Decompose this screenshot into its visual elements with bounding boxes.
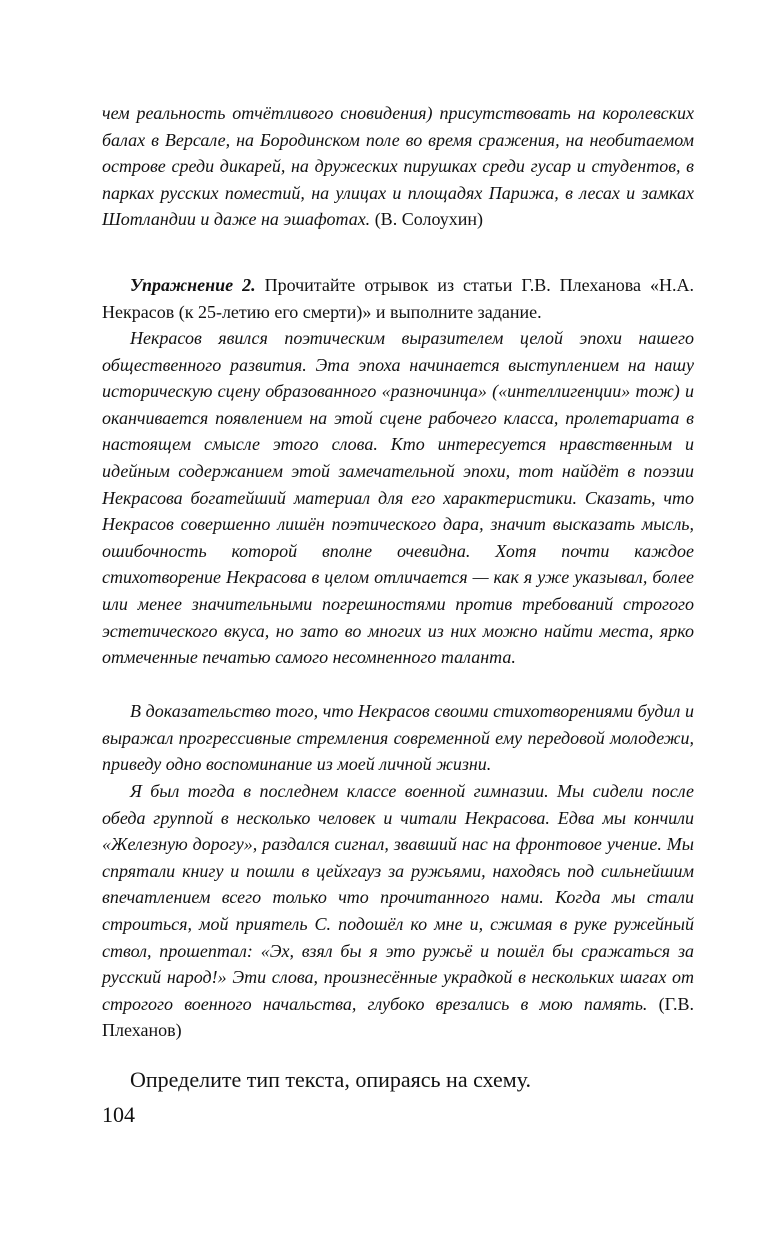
paragraph-soloukhin — [102, 100, 694, 233]
exercise-heading — [102, 272, 694, 325]
paragraph-evidence: В доказательство того, что Некрасов своими стихотворениями будил и выражал прогрессивные стремления современной ему передовой молодежи, приведу одно воспоминание из моей личной жизни. — [102, 701, 694, 775]
paragraph-soloukhin-text: чем реальность отчётливого сновидения) присутствовать на королевских балах в Версале, на Бородинском поле во время сражения, на необитаемом острове среди дикарей, на дружеских пирушках среди гусар и студентов, в парках русских поместий, на улицах и площадях Парижа, в лесах и замках Шотландии и даже на эшафотах. — [102, 103, 694, 230]
exercise-label: Упражнение 2. — [130, 275, 256, 295]
source-soloukhin: (В. Солоухин) — [374, 209, 484, 230]
task-instruction: Определите тип текста, опираясь на схему. — [130, 1067, 531, 1092]
exercise-instruction: Прочитайте отрывок из статьи Г.В. Плеханова «Н.А. Некрасов (к 25-летию его смерти)» и выполните задание. — [102, 275, 694, 322]
paragraph-nekrasov-poet: Некрасов явился поэтическим выразителем целой эпохи нашего общественного развития. Эта эпоха начинается выступлением на нашу историческую сцену образованного «разночинца» («интеллигенции» тож) и оканчивается появлением на этой сцене рабочего класса, пролетариата в настоящем смысле этого слова. Кто интересуется нравственным и идейным содержанием этой замечательной эпохи, тот найдёт в поэзии Некрасова богатейший материал для его характеристики. Сказать, что Некрасов совершенно лишён поэтического дара, значит высказать мысль, ошибочность которой вполне очевидна. Хотя почти каждое стихотворение Некрасова в целом отличается — как я уже указывал, более или менее значительными погрешностями против требований строгого эстетического вкуса, но зато во многих из них можно найти места, ярко отмеченные печатью самого несомненного таланта. — [102, 328, 694, 668]
source-plekhanov: (Г.В. Плеханов) — [102, 993, 695, 1041]
paragraph-memory — [102, 778, 694, 1044]
paragraph-memory-text: Я был тогда в последнем классе военной гимназии. Мы сидели после обеда группой в несколько человек и читали Некрасова. Едва мы кончили «Железную дорогу», раздался сигнал, звавший нас на фронтовое учение. Мы спрятали книгу и пошли в цейхгауз за ружьями, находясь под сильнейшим впечатлением всего только что прочитанного нами. Когда мы стали строиться, мой приятель С. подошёл ко мне и, сжимая в руке ружейный ствол, прошептал: «Эх, взял бы я это ружьё и пошёл бы сражаться за русский народ!» Эти слова, произнесённые украдкой в нескольких шагах от строгого военного начальства, глубоко врезались в мою память. — [102, 781, 694, 1014]
page-number: 104 — [102, 1102, 135, 1127]
